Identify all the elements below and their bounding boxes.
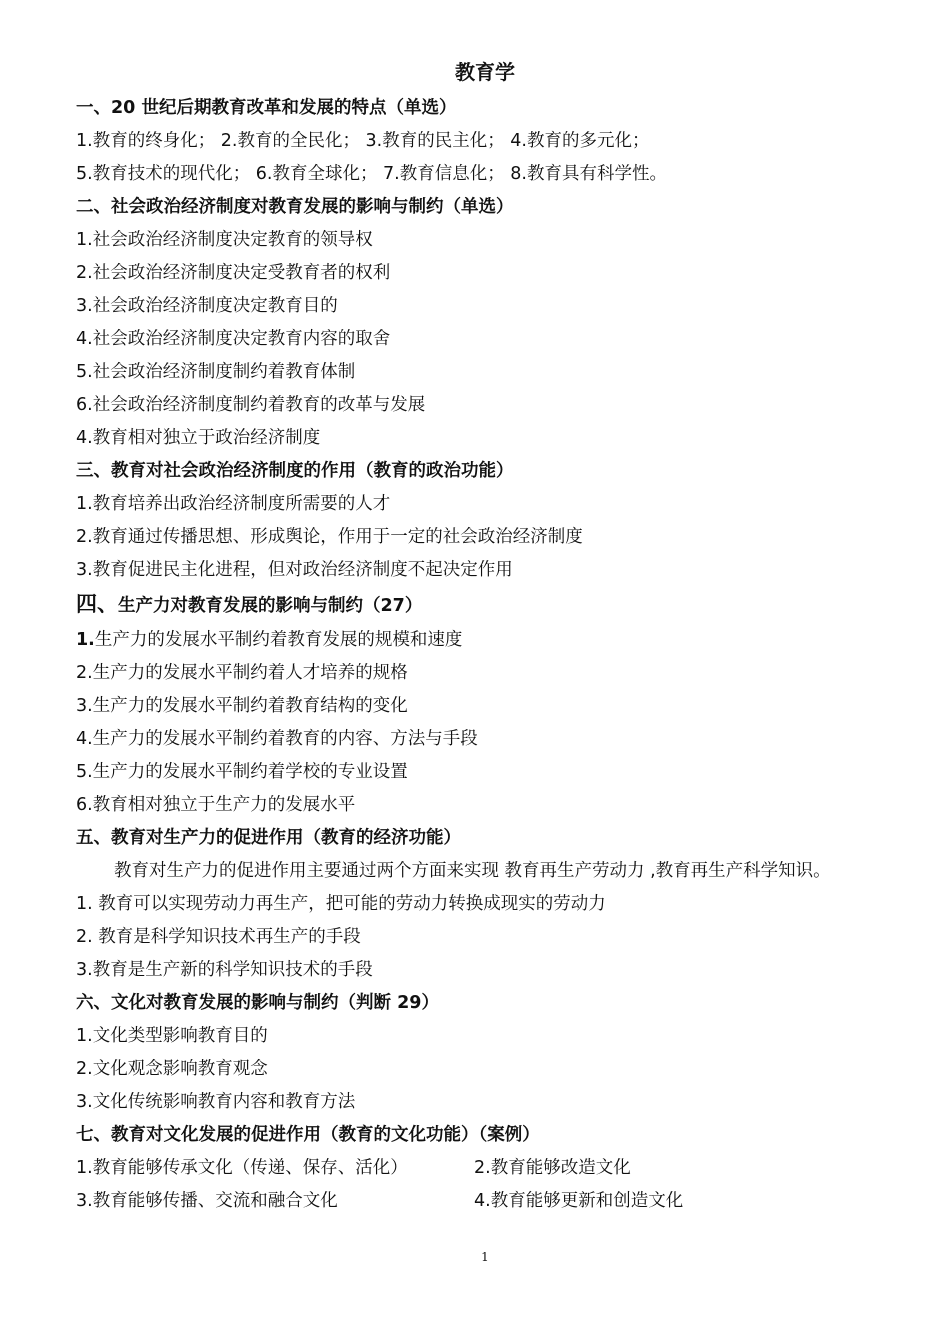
page-number: 1 xyxy=(481,1250,489,1264)
section-4-item: 3.生产力的发展水平制约着教育结构的变化 xyxy=(76,696,408,716)
section-4-item xyxy=(76,628,462,652)
section-3-item: 2.教育通过传播思想、形成舆论，作用于一定的社会政治经济制度 xyxy=(76,527,583,547)
section-2-item: 5.社会政治经济制度制约着教育体制 xyxy=(76,362,356,382)
section-7-item: 1.教育能够传承文化（传递、保存、活化） xyxy=(76,1158,408,1178)
section-4-item: 2.生产力的发展水平制约着人才培养的规格 xyxy=(76,663,408,683)
section-4-item-text: 生产力的发展水平制约着教育发展的规模和速度 xyxy=(94,630,463,650)
section-4-item: 6.教育相对独立于生产力的发展水平 xyxy=(76,795,356,815)
section-1-line-2: 5.教育技术的现代化； 6.教育全球化； 7.教育信息化； 8.教育具有科学性。 xyxy=(76,164,667,184)
section-5-item: 3.教育是生产新的科学知识技术的手段 xyxy=(76,960,373,980)
section-4-heading-prefix: 四、 xyxy=(76,592,118,616)
section-5-item: 1. 教育可以实现劳动力再生产，把可能的劳动力转换成现实的劳动力 xyxy=(76,894,606,914)
section-4-item-number: 1. xyxy=(76,630,95,650)
section-5-item: 2. 教育是科学知识技术再生产的手段 xyxy=(76,927,361,947)
section-3-item: 3.教育促进民主化进程，但对政治经济制度不起决定作用 xyxy=(76,560,513,580)
section-4-item: 4.生产力的发展水平制约着教育的内容、方法与手段 xyxy=(76,729,478,749)
section-2-item: 4.教育相对独立于政治经济制度 xyxy=(76,428,321,448)
section-5-intro: 教育对生产力的促进作用主要通过两个方面来实现 教育再生产劳动力 ,教育再生产科学知识。 xyxy=(114,861,831,881)
section-3-heading: 三、教育对社会政治经济制度的作用（教育的政治功能） xyxy=(76,461,514,481)
section-2-item: 2.社会政治经济制度决定受教育者的权利 xyxy=(76,263,391,283)
section-2-item: 4.社会政治经济制度决定教育内容的取舍 xyxy=(76,329,391,349)
section-2-heading: 二、社会政治经济制度对教育发展的影响与制约（单选） xyxy=(76,197,514,217)
section-1-heading: 一、20 世纪后期教育改革和发展的特点（单选） xyxy=(76,98,457,118)
section-6-item: 3.文化传统影响教育内容和教育方法 xyxy=(76,1092,356,1112)
section-3-item: 1.教育培养出政治经济制度所需要的人才 xyxy=(76,494,391,514)
section-4-item: 5.生产力的发展水平制约着学校的专业设置 xyxy=(76,762,408,782)
section-7-item: 2.教育能够改造文化 xyxy=(474,1158,631,1178)
document-title: 教育学 xyxy=(455,60,515,84)
section-4-heading xyxy=(76,592,422,618)
section-2-item: 6.社会政治经济制度制约着教育的改革与发展 xyxy=(76,395,426,415)
section-5-heading: 五、教育对生产力的促进作用（教育的经济功能） xyxy=(76,828,461,848)
section-4-heading-text: 生产力对教育发展的影响与制约（27） xyxy=(118,596,423,616)
section-7-item: 4.教育能够更新和创造文化 xyxy=(474,1191,684,1211)
section-7-heading: 七、教育对文化发展的促进作用（教育的文化功能）（案例） xyxy=(76,1125,540,1145)
section-6-item: 1.文化类型影响教育目的 xyxy=(76,1026,268,1046)
section-6-heading: 六、文化对教育发展的影响与制约（判断 29） xyxy=(76,993,439,1013)
section-7-item: 3.教育能够传播、交流和融合文化 xyxy=(76,1191,338,1211)
section-6-item: 2.文化观念影响教育观念 xyxy=(76,1059,268,1079)
section-2-item: 3.社会政治经济制度决定教育目的 xyxy=(76,296,338,316)
section-1-line-1: 1.教育的终身化； 2.教育的全民化； 3.教育的民主化； 4.教育的多元化； xyxy=(76,131,650,151)
section-2-item: 1.社会政治经济制度决定教育的领导权 xyxy=(76,230,373,250)
